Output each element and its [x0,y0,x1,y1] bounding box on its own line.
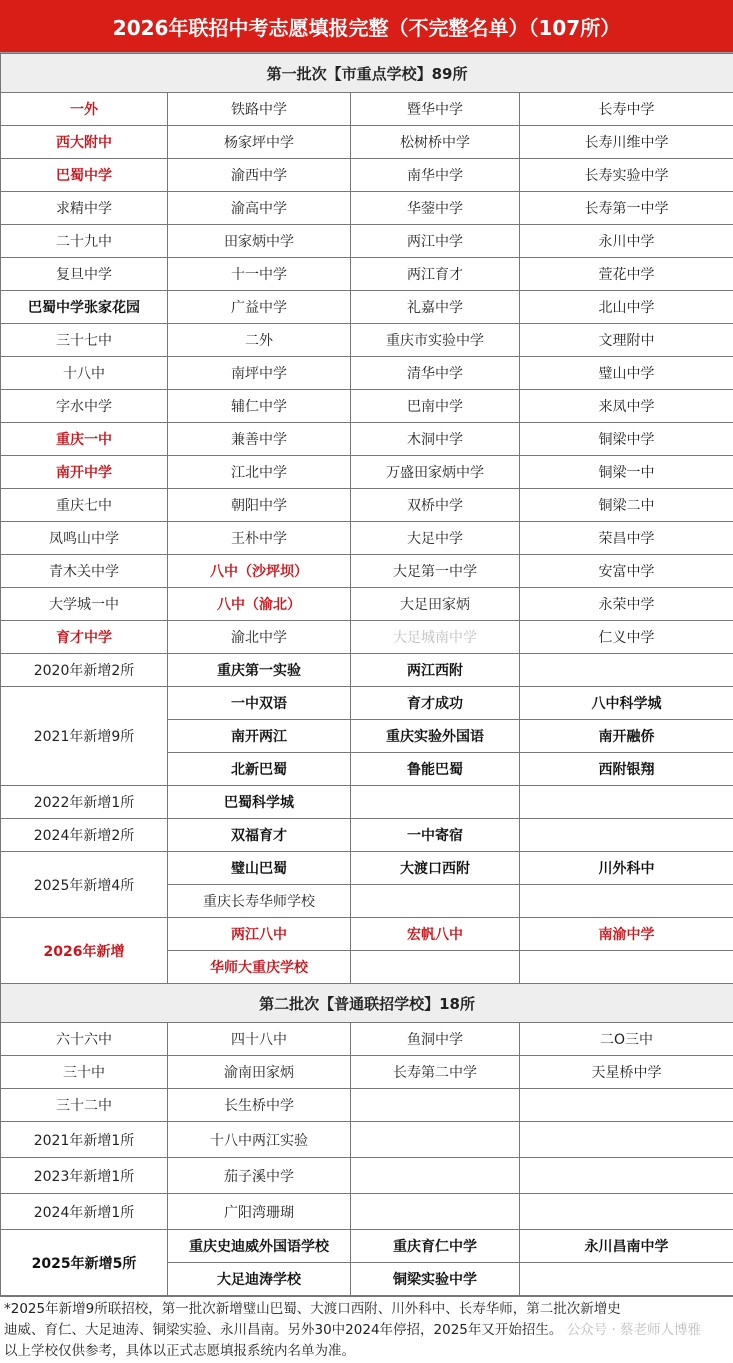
school-cell: 荣昌中学 [520,522,733,555]
school-cell: 巴南中学 [351,390,520,423]
school-cell: 长寿第一中学 [520,192,733,225]
school-cell: 渝西中学 [168,159,351,192]
school-cell: 铜梁中学 [520,423,733,456]
school-cell: 大渡口西附 [351,852,520,885]
year-label: 2023年新增1所 [1,1158,168,1194]
school-cell: 辅仁中学 [168,390,351,423]
school-cell: 三十七中 [1,324,168,357]
school-cell: 北新巴蜀 [168,753,351,786]
school-table [0,53,733,1296]
school-cell: 铜梁一中 [520,456,733,489]
school-cell: 一外 [1,93,168,126]
school-cell: 长寿实验中学 [520,159,733,192]
school-cell: 八中（沙坪坝） [168,555,351,588]
school-cell: 西附银翔 [520,753,733,786]
school-cell: 三十中 [1,1056,168,1089]
school-cell: 南开中学 [1,456,168,489]
footnote-line-1: *2025年新增9所联招校，第一批次新增璧山巴蜀、大渡口西附、川外科中、长寿华师，第二批次新增史 [4,1301,621,1317]
school-cell [520,1158,733,1194]
table-row [1,1089,733,1122]
school-cell: 王朴中学 [168,522,351,555]
school-cell: 两江育才 [351,258,520,291]
school-cell: 重庆长寿华师学校 [168,885,351,918]
school-cell: 大学城一中 [1,588,168,621]
year-label: 2020年新增2所 [1,654,168,687]
table-row [1,291,733,324]
school-cell: 暨华中学 [351,93,520,126]
footnote [0,1296,733,1360]
school-cell: 安富中学 [520,555,733,588]
school-cell: 华师大重庆学校 [168,951,351,984]
table-row [1,555,733,588]
table-row [1,258,733,291]
school-cell: 木洞中学 [351,423,520,456]
table-row [1,225,733,258]
school-cell: 一中寄宿 [351,819,520,852]
school-cell: 来凤中学 [520,390,733,423]
batch2-header: 第二批次【普通联招学校】18所 [1,984,733,1023]
school-cell [351,786,520,819]
school-cell: 宏帆八中 [351,918,520,951]
school-cell: 永荣中学 [520,588,733,621]
table-row [1,159,733,192]
table-row [1,126,733,159]
table-row [1,786,733,819]
school-cell: 巴蜀科学城 [168,786,351,819]
school-cell: 大足城南中学 [351,621,520,654]
table-row [1,1194,733,1230]
school-cell: 万盛田家炳中学 [351,456,520,489]
watermark-text: 公众号 · 蔡老师人博雅 [566,1322,702,1338]
footnote-line-2: 迪威、育仁、大足迪涛、铜梁实验、永川昌南。另外30中2024年停招，2025年又开始招生。 [4,1322,563,1338]
table-row [1,390,733,423]
school-cell: 礼嘉中学 [351,291,520,324]
school-cell [351,1194,520,1230]
school-cell [520,1194,733,1230]
year-label: 2026年新增 [1,918,168,984]
school-cell: 长生桥中学 [168,1089,351,1122]
school-cell: 重庆一中 [1,423,168,456]
school-cell [351,1122,520,1158]
school-cell: 八中科学城 [520,687,733,720]
school-cell: 天星桥中学 [520,1056,733,1089]
table-row [1,1230,733,1263]
school-cell: 青木关中学 [1,555,168,588]
footnote-line-3: 以上学校仅供参考，具体以正式志愿填报系统内名单为准。 [4,1343,355,1359]
school-cell: 南坪中学 [168,357,351,390]
school-cell: 二十九中 [1,225,168,258]
school-cell: 璧山巴蜀 [168,852,351,885]
school-cell: 重庆七中 [1,489,168,522]
school-cell [520,1089,733,1122]
school-cell [351,1089,520,1122]
school-cell: 田家炳中学 [168,225,351,258]
school-cell: 凤鸣山中学 [1,522,168,555]
school-cell: 渝南田家炳 [168,1056,351,1089]
school-cell: 茄子溪中学 [168,1158,351,1194]
school-cell: 仁义中学 [520,621,733,654]
school-cell: 两江八中 [168,918,351,951]
table-row [1,456,733,489]
school-cell: 育才中学 [1,621,168,654]
school-cell: 广益中学 [168,291,351,324]
school-cell: 文理附中 [520,324,733,357]
school-cell: 松树桥中学 [351,126,520,159]
school-cell: 南华中学 [351,159,520,192]
school-cell [520,654,733,687]
table-row [1,852,733,885]
school-cell: 朝阳中学 [168,489,351,522]
table-row [1,1056,733,1089]
table-row [1,984,733,1023]
school-cell [520,786,733,819]
school-cell: 渝高中学 [168,192,351,225]
table-row [1,1122,733,1158]
table-row [1,1023,733,1056]
table-row [1,588,733,621]
batch1-header: 第一批次【市重点学校】89所 [1,54,733,93]
table-row [1,357,733,390]
school-cell: 永川昌南中学 [520,1230,733,1263]
school-cell: 四十八中 [168,1023,351,1056]
table-row [1,423,733,456]
table-row [1,1158,733,1194]
school-cell: 长寿川维中学 [520,126,733,159]
school-cell: 重庆史迪威外国语学校 [168,1230,351,1263]
table-row [1,192,733,225]
table-row [1,522,733,555]
school-cell: 铜梁二中 [520,489,733,522]
school-cell: 南渝中学 [520,918,733,951]
table-row [1,324,733,357]
year-label: 2024年新增1所 [1,1194,168,1230]
school-cell: 南开两江 [168,720,351,753]
school-cell [520,1263,733,1296]
school-cell: 川外科中 [520,852,733,885]
school-cell: 渝北中学 [168,621,351,654]
school-cell: 南开融侨 [520,720,733,753]
school-cell: 三十二中 [1,1089,168,1122]
table-row [1,621,733,654]
school-cell: 西大附中 [1,126,168,159]
school-cell: 大足迪涛学校 [168,1263,351,1296]
school-cell: 字水中学 [1,390,168,423]
school-cell: 大足田家炳 [351,588,520,621]
school-cell: 双桥中学 [351,489,520,522]
page-title: 2026年联招中考志愿填报完整（不完整名单）（107所） [0,0,733,53]
year-label: 2024年新增2所 [1,819,168,852]
school-cell: 萱花中学 [520,258,733,291]
school-cell: 两江西附 [351,654,520,687]
school-cell: 铜梁实验中学 [351,1263,520,1296]
table-row [1,687,733,720]
school-cell: 巴蜀中学 [1,159,168,192]
school-cell: 长寿中学 [520,93,733,126]
year-label: 2021年新增1所 [1,1122,168,1158]
school-cell: 清华中学 [351,357,520,390]
school-cell: 铁路中学 [168,93,351,126]
batch1-header-row [1,54,733,93]
school-cell: 两江中学 [351,225,520,258]
table-row [1,654,733,687]
school-cell: 二O三中 [520,1023,733,1056]
year-label: 2022年新增1所 [1,786,168,819]
school-cell: 广阳湾珊瑚 [168,1194,351,1230]
year-label: 2025年新增5所 [1,1230,168,1296]
school-cell: 十八中两江实验 [168,1122,351,1158]
school-cell: 永川中学 [520,225,733,258]
school-cell: 十一中学 [168,258,351,291]
school-cell [520,1122,733,1158]
school-cell [520,819,733,852]
year-label: 2025年新增4所 [1,852,168,918]
school-cell: 双福育才 [168,819,351,852]
school-cell: 求精中学 [1,192,168,225]
school-cell [351,885,520,918]
school-cell: 六十六中 [1,1023,168,1056]
school-cell: 巴蜀中学张家花园 [1,291,168,324]
school-cell: 复旦中学 [1,258,168,291]
school-cell: 北山中学 [520,291,733,324]
school-cell: 重庆育仁中学 [351,1230,520,1263]
school-cell [520,951,733,984]
school-cell [351,951,520,984]
school-cell: 十八中 [1,357,168,390]
school-cell: 重庆第一实验 [168,654,351,687]
school-cell: 鲁能巴蜀 [351,753,520,786]
school-cell: 杨家坪中学 [168,126,351,159]
table-row [1,489,733,522]
school-cell: 重庆市实验中学 [351,324,520,357]
school-cell: 大足第一中学 [351,555,520,588]
table-row [1,918,733,951]
school-cell: 华蓥中学 [351,192,520,225]
table-row [1,93,733,126]
school-cell [351,1158,520,1194]
school-cell: 八中（渝北） [168,588,351,621]
table-row [1,819,733,852]
school-cell: 长寿第二中学 [351,1056,520,1089]
school-cell: 大足中学 [351,522,520,555]
school-cell: 二外 [168,324,351,357]
school-cell: 鱼洞中学 [351,1023,520,1056]
school-cell: 兼善中学 [168,423,351,456]
school-cell [520,885,733,918]
school-cell: 江北中学 [168,456,351,489]
school-cell: 重庆实验外国语 [351,720,520,753]
school-cell: 育才成功 [351,687,520,720]
school-cell: 璧山中学 [520,357,733,390]
year-label: 2021年新增9所 [1,687,168,786]
school-cell: 一中双语 [168,687,351,720]
